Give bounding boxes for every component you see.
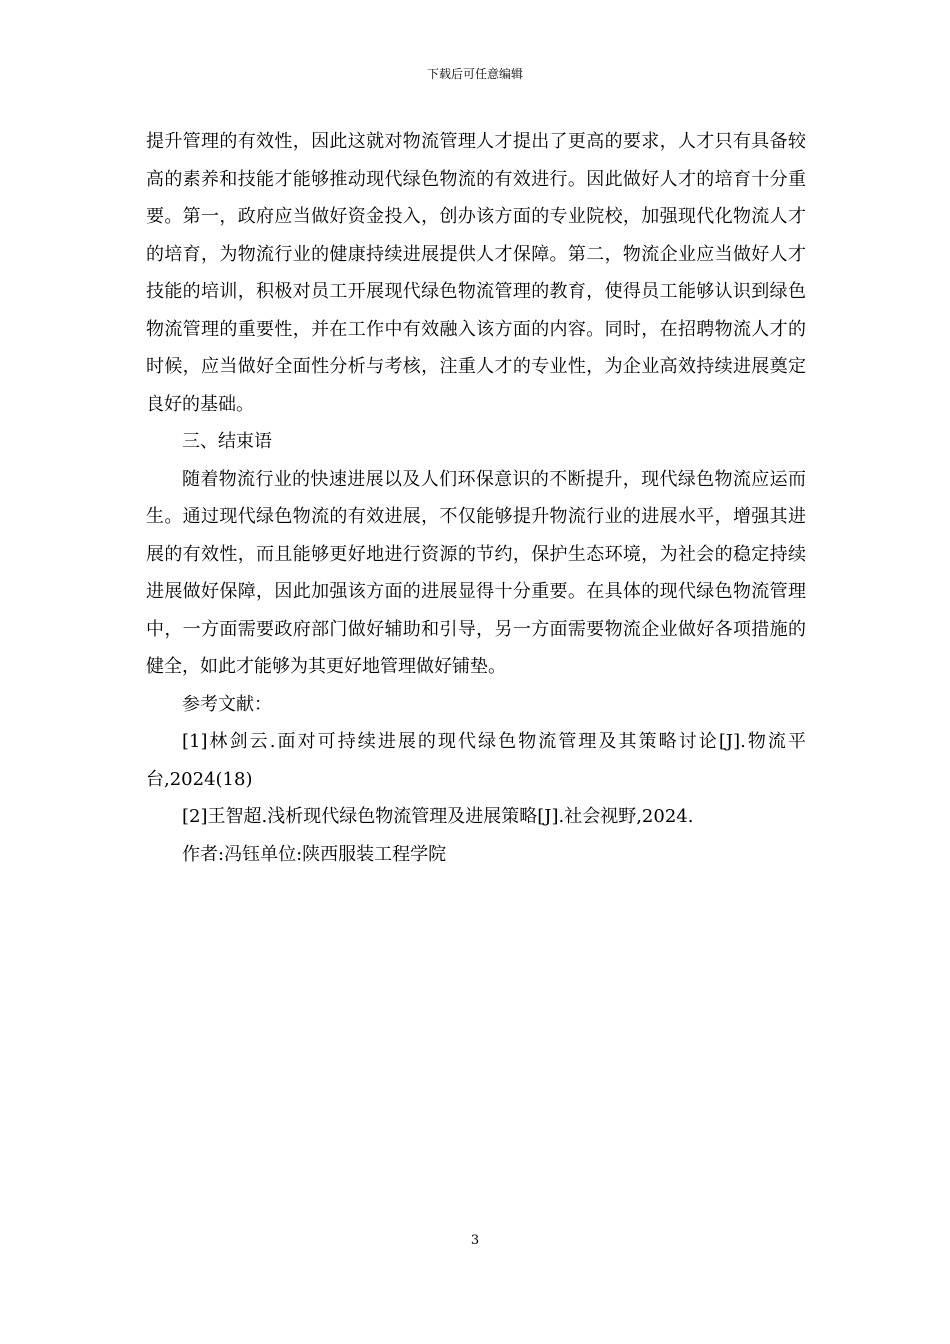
page-number: 3 [470,1233,480,1248]
section-heading: 三、结束语 [182,431,272,452]
body-paragraph: 随着物流行业的快速进展以及人们环保意识的不断提升，现代绿色物流应运而生。通过现代绿色物流的有效进展，不仅能够提升物流行业的进展水平，增强其进展的有效性，而且能够更好地进行资源的节约，保护生态环境，为社会的稳定持续进展做好保障，因此加强该方面的进展显得十分重要。在具体的现代绿色物流管理中，一方面需要政府部门做好辅助和引导，另一方面需要物流企业做好各项措施的健全，如此才能够为其更好地管理做好铺垫。 [146,468,806,677]
reference-item: [2]王智超.浅析现代绿色物流管理及进展策略[J].社会视野,2024. [182,806,694,827]
author-line: 作者:冯钰单位:陕西服装工程学院 [182,843,447,865]
header-note: 下载后可任意编辑 [426,67,523,81]
body-paragraph: 提升管理的有效性，因此这就对物流管理人才提出了更高的要求，人才只有具备较高的素养和技能才能够推动现代绿色物流的有效进行。因此做好人才的培育十分重要。第一，政府应当做好资金投入，创办该方面的专业院校，加强现代化物流人才的培育，为物流行业的健康持续进展提供人才保障。第二，物流企业应当做好人才技能的培训，积极对员工开展现代绿色物流管理的教育，使得员工能够认识到绿色物流管理的重要性，并在工作中有效融入该方面的内容。同时，在招聘物流人才的时候，应当做好全面性分析与考核，注重人才的专业性，为企业高效持续进展奠定良好的基础。 [146,131,806,415]
document-body [146,123,806,873]
reference-item: [1]林剑云.面对可持续进展的现代绿色物流管理及其策略讨论[J].物流平台,2024(18) [146,731,806,790]
references-heading: 参考文献： [182,693,272,715]
